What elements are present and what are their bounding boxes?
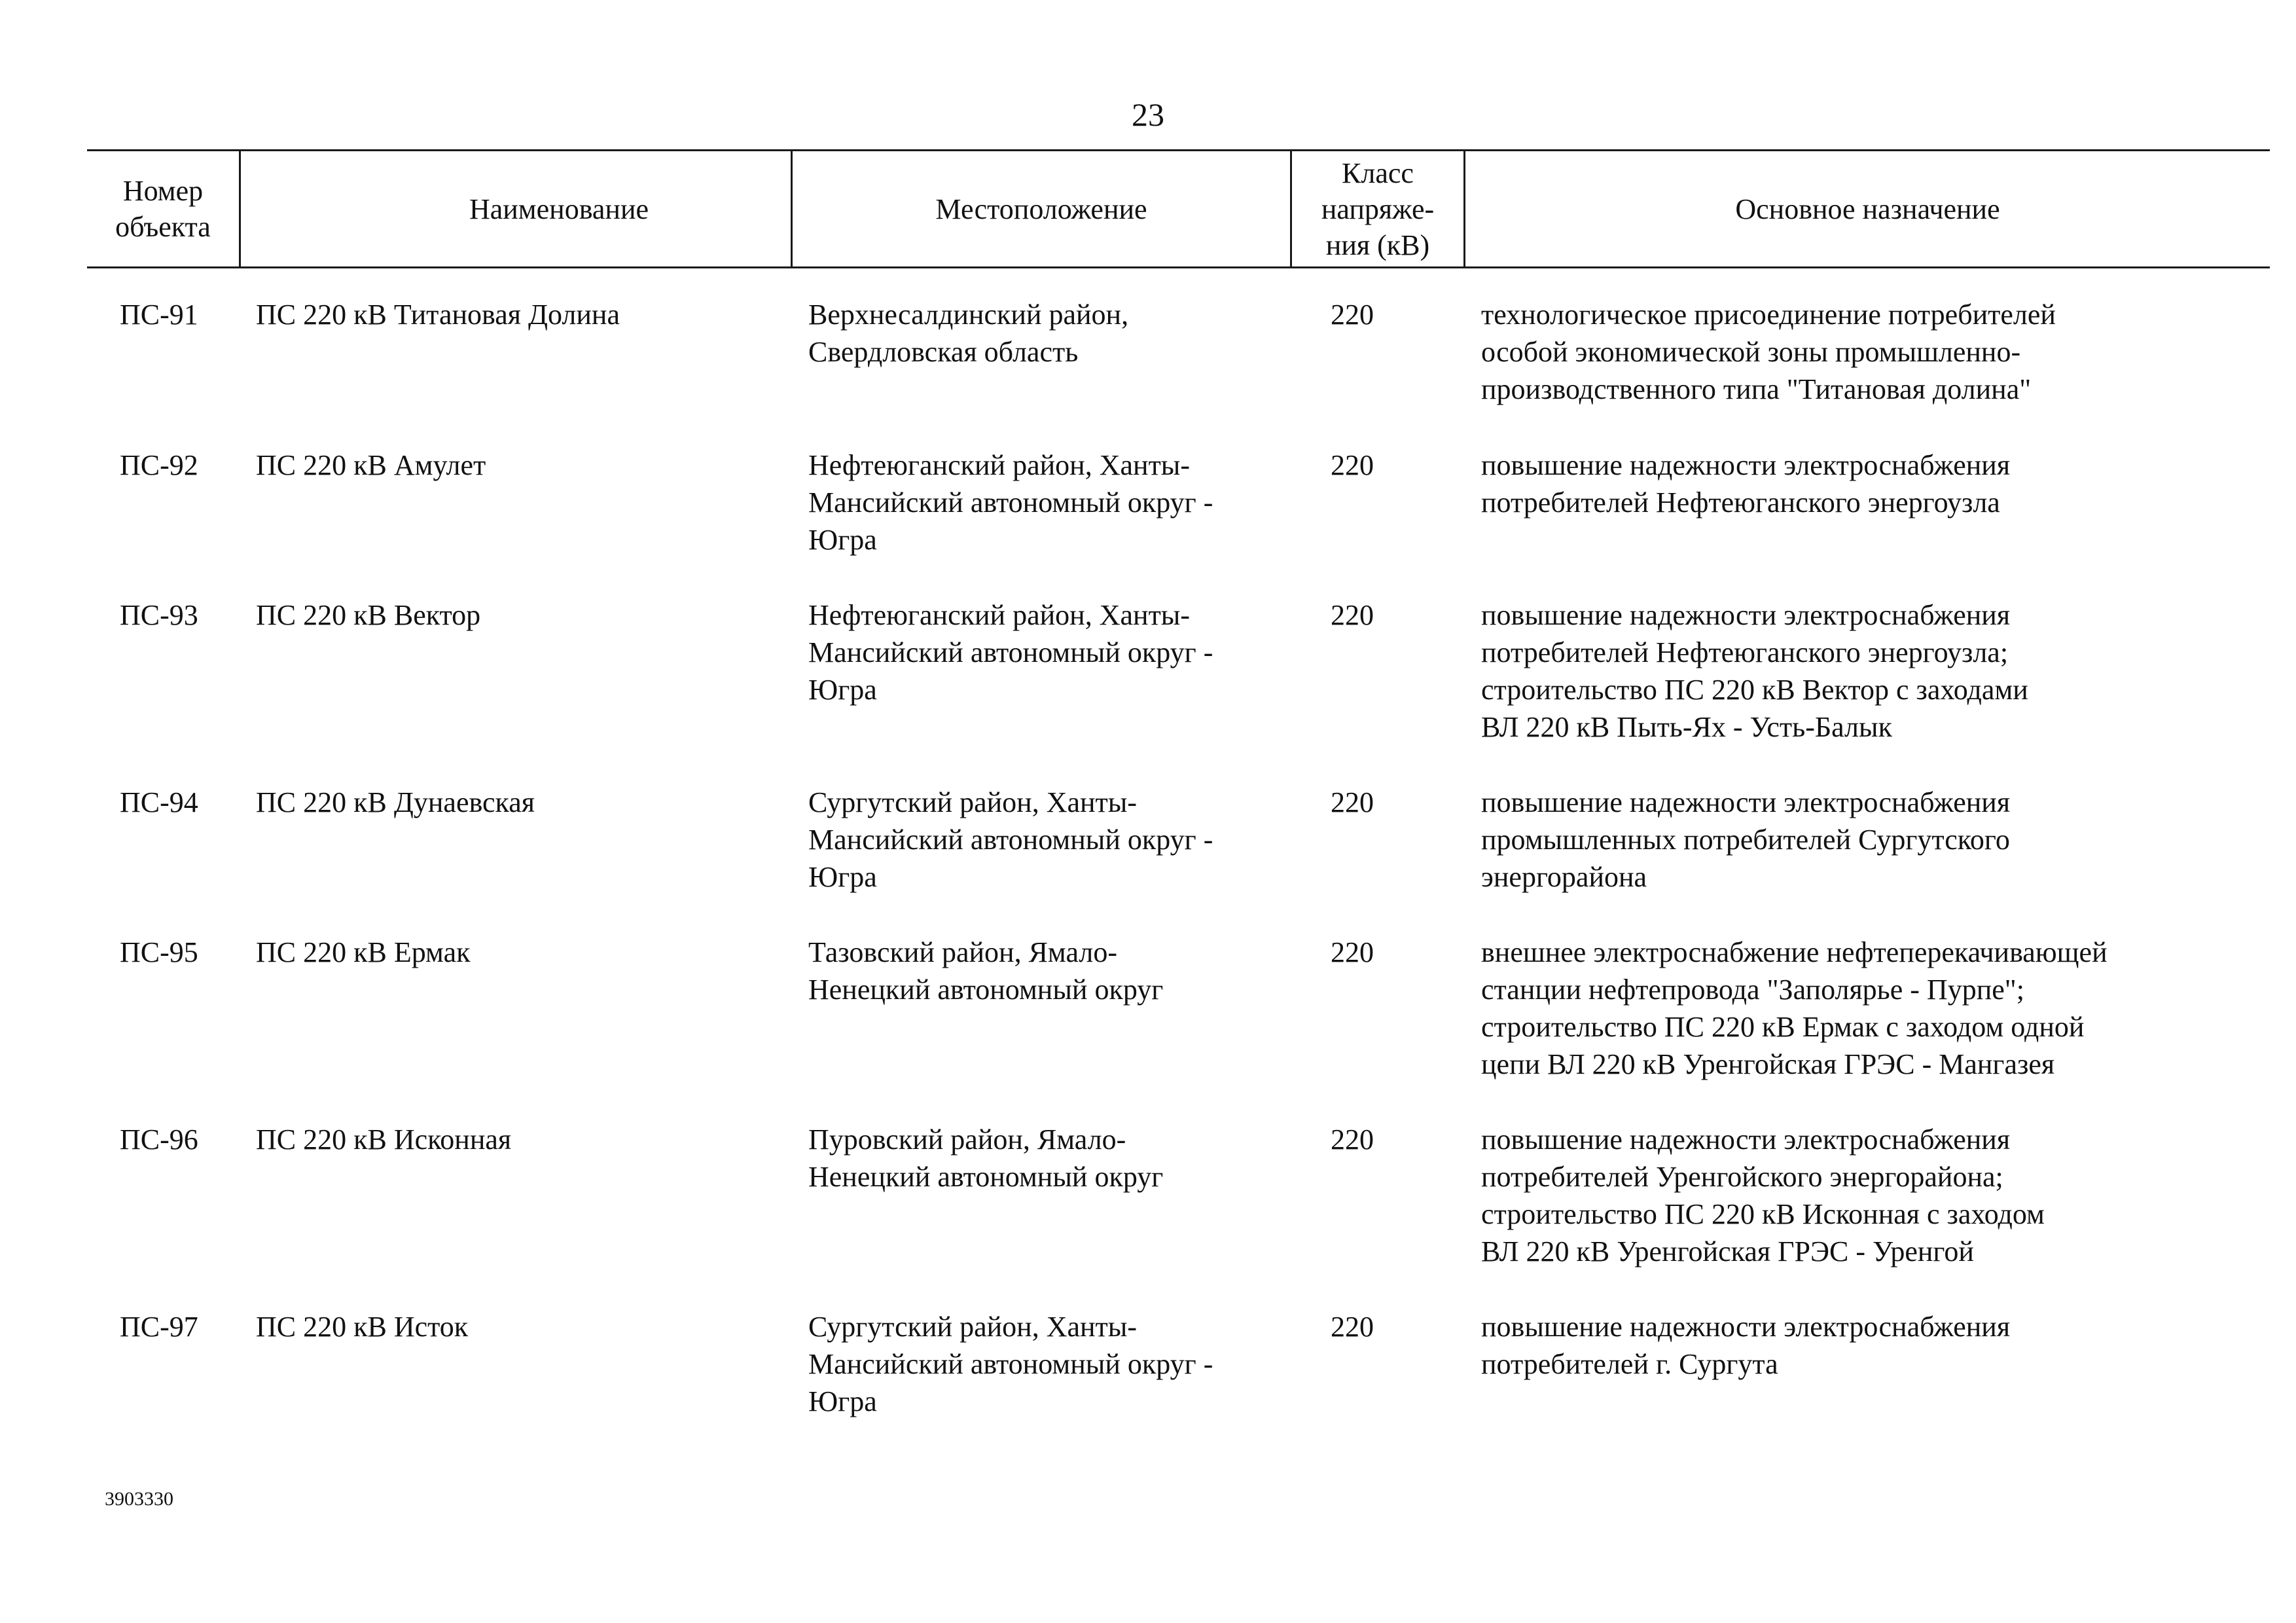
- cell-purpose: повышение надежности электроснабжения потребителей г. Сургута: [1481, 1311, 2011, 1380]
- cell-name: ПС 220 кВ Исконная: [256, 1123, 512, 1156]
- cell-voltage: 220: [1331, 1311, 1374, 1343]
- facilities-table: [87, 149, 2270, 1439]
- cell-name: ПС 220 кВ Дунаевская: [256, 786, 535, 818]
- cell-voltage: 220: [1331, 299, 1374, 331]
- cell-number: ПС-95: [120, 936, 198, 968]
- table-row: [87, 447, 2270, 596]
- cell-purpose: повышение надежности электроснабжения промышленных потребителей Сургутского энергорайона: [1481, 786, 2011, 893]
- cell-name: ПС 220 кВ Ермак: [256, 936, 471, 968]
- cell-purpose: повышение надежности электроснабжения потребителей Уренгойского энергорайона; строительство ПС 220 кВ Исконная с заходом ВЛ 220 кВ Уренгойская ГРЭС - Уренгой: [1481, 1123, 2045, 1267]
- cell-number: ПС-94: [120, 786, 198, 818]
- cell-voltage: 220: [1331, 449, 1374, 481]
- header-voltage: Класс напряже- ния (кВ): [1321, 156, 1435, 261]
- cell-location: Верхнесалдинский район, Свердловская область: [808, 299, 1129, 368]
- cell-voltage: 220: [1331, 599, 1374, 631]
- cell-number: ПС-96: [120, 1123, 198, 1156]
- cell-name: ПС 220 кВ Исток: [256, 1311, 469, 1343]
- cell-location: Сургутский район, Ханты- Мансийский автономный округ - Югра: [808, 786, 1213, 893]
- cell-location: Нефтеюганский район, Ханты- Мансийский автономный округ - Югра: [808, 599, 1213, 706]
- cell-voltage: 220: [1331, 936, 1374, 968]
- table-row: [87, 934, 2270, 1121]
- cell-name: ПС 220 кВ Амулет: [256, 449, 486, 481]
- header-purpose: Основное назначение: [1735, 192, 2000, 225]
- cell-name: ПС 220 кВ Титановая Долина: [256, 299, 620, 331]
- document-code: 3903330: [105, 1488, 173, 1510]
- cell-number: ПС-91: [120, 299, 198, 331]
- cell-purpose: внешнее электроснабжение нефтеперекачивающей станции нефтепровода "Заполярье - Пурпе"; строительство ПС 220 кВ Ермак с заходом одной цепи ВЛ 220 кВ Уренгойская ГРЭС - Мангазея: [1481, 936, 2108, 1080]
- cell-name: ПС 220 кВ Вектор: [256, 599, 481, 631]
- table-body: [87, 296, 2270, 1439]
- header-number: Номер объекта: [115, 175, 211, 243]
- table-row: [87, 1121, 2270, 1308]
- cell-voltage: 220: [1331, 1123, 1374, 1156]
- cell-location: Тазовский район, Ямало- Ненецкий автономный округ: [808, 936, 1164, 1006]
- cell-location: Нефтеюганский район, Ханты- Мансийский автономный округ - Югра: [808, 449, 1213, 556]
- table-row: [87, 296, 2270, 447]
- table-row: [87, 1308, 2270, 1439]
- cell-location: Пуровский район, Ямало- Ненецкий автономный округ: [808, 1123, 1164, 1193]
- cell-number: ПС-97: [120, 1311, 198, 1343]
- cell-voltage: 220: [1331, 786, 1374, 818]
- cell-purpose: технологическое присоединение потребителей особой экономической зоны промышленно- производственного типа "Титановая долина": [1481, 299, 2056, 405]
- cell-number: ПС-92: [120, 449, 198, 481]
- page-number: 23: [1132, 96, 1164, 133]
- header-name: Наименование: [469, 192, 649, 225]
- table-header: [87, 149, 2270, 268]
- cell-purpose: повышение надежности электроснабжения потребителей Нефтеюганского энергоузла; строительство ПС 220 кВ Вектор с заходами ВЛ 220 кВ Пыть-Ях - Усть-Балык: [1481, 599, 2028, 743]
- table-row: [87, 596, 2270, 784]
- header-location: Местоположение: [935, 192, 1147, 225]
- cell-number: ПС-93: [120, 599, 198, 631]
- cell-location: Сургутский район, Ханты- Мансийский автономный округ - Югра: [808, 1311, 1213, 1417]
- cell-purpose: повышение надежности электроснабжения потребителей Нефтеюганского энергоузла: [1481, 449, 2011, 519]
- table-row: [87, 784, 2270, 934]
